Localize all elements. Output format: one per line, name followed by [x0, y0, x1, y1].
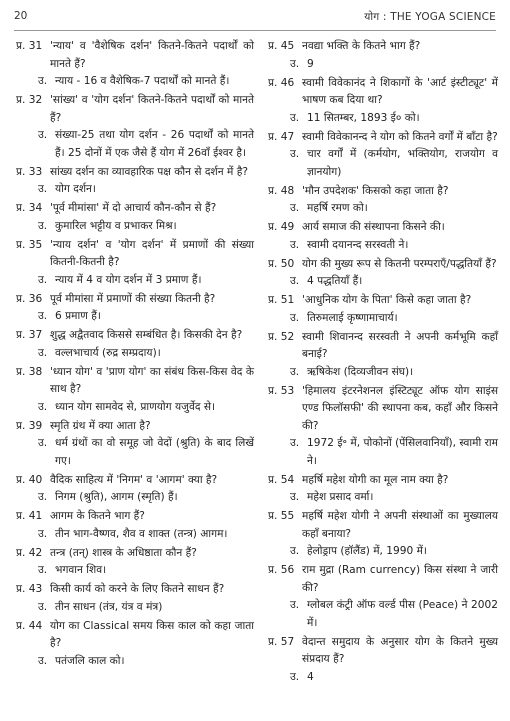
answer-label: उ.	[38, 183, 48, 195]
qa-item	[16, 545, 254, 580]
answer	[16, 399, 254, 417]
answer-text: चार वर्गों में (कर्मयोग, भक्तियोग, राजयोग व ज्ञानयोग)	[307, 148, 498, 178]
answer	[16, 599, 254, 617]
answer	[16, 345, 254, 363]
question	[268, 129, 498, 147]
answer-text: संख्या-25 तथा योग दर्शन - 26 पदार्थों को मानते हैं। 25 दोनों में एक जैसे हैं योग में 26वाँ ईश्वर है।	[55, 129, 254, 159]
qa-item	[268, 383, 498, 471]
qa-item	[16, 200, 254, 235]
answer-text: हेलोड्राप (हॉलैंड) में, 1990 में।	[307, 545, 427, 557]
answer-text: न्याय - 16 व वैशेषिक-7 पदार्थों को मानते हैं।	[55, 75, 230, 87]
question-text: 'न्याय' व 'वैशेषिक दर्शन' कितने-कितने पदार्थों को मानते हैं?	[50, 40, 254, 70]
question-text: स्वामी विवेकानंद ने शिकागों के 'आर्ट इंस्टीट्यूट' में भाषण कब दिया था?	[302, 76, 498, 106]
question-text: शुद्ध अद्वैतवाद किससे सम्बंधित है। किसकी देन है?	[50, 329, 243, 341]
qa-item	[268, 219, 498, 254]
question-text: स्मृति ग्रंथ में क्या आता है?	[50, 419, 151, 432]
question-number: प्र. 53	[268, 384, 295, 397]
answer-label: उ.	[290, 202, 300, 214]
question	[268, 38, 498, 56]
qa-item	[268, 634, 498, 687]
question-text: वेदान्त समुदाय के अनुसार योग के कितने मुख्य संप्रदाय हैं?	[302, 635, 498, 665]
qa-item	[16, 237, 254, 290]
question-text: सांख्य दर्शन का व्यावहारिक पक्ष कौन से दर्शन में है?	[50, 165, 248, 178]
question	[268, 183, 498, 201]
qa-item	[268, 129, 498, 182]
answer-label: उ.	[38, 400, 48, 413]
qa-item	[16, 618, 254, 671]
question-number: प्र. 50	[268, 257, 295, 270]
qa-item	[16, 508, 254, 543]
question	[268, 75, 498, 110]
answer-label: उ.	[290, 275, 300, 287]
question-text: स्वामी विवेकानन्द ने योग को कितने वर्गों में बाँटा है?	[302, 130, 498, 143]
answer	[268, 364, 498, 382]
answer-label: उ.	[290, 238, 300, 251]
answer	[268, 200, 498, 218]
question-text: राम मुद्रा (Ram currency) किस संस्था ने जारी की?	[302, 564, 498, 594]
answer	[16, 526, 254, 544]
answer	[16, 73, 254, 91]
answer-label: उ.	[290, 491, 300, 503]
answer-text: कुमारिल भट्टीय व प्रभाकर मिश्र।	[55, 219, 177, 232]
question-number: प्र. 48	[268, 184, 295, 197]
question-text: 'पूर्व मीमांसा' में दो आचार्य कौन-कौन से हैं?	[50, 202, 217, 214]
answer-label: उ.	[290, 311, 300, 324]
answer	[268, 110, 498, 128]
answer-text: वल्लभाचार्य (रुद्र सम्प्रदाय)।	[55, 346, 161, 359]
qa-item	[268, 472, 498, 507]
question-number: प्र. 44	[16, 619, 43, 632]
right-column	[268, 38, 498, 688]
question-number: प्र. 39	[16, 419, 43, 432]
question-number: प्र. 33	[16, 165, 43, 178]
question-number: प्र. 52	[268, 330, 295, 343]
answer-label: उ.	[290, 670, 300, 683]
answer-text: तीन साधन (तंत्र, यंत्र व मंत्र)	[55, 600, 163, 613]
answer-text: योग दर्शन।	[55, 183, 96, 195]
answer-text: 6 प्रमाण हैं।	[55, 310, 101, 322]
question-number: प्र. 42	[16, 546, 43, 559]
answer-text: तीन भाग-वैष्णव, शैव व शाक्त (तन्त्र) आगम।	[55, 527, 228, 540]
question	[268, 219, 498, 237]
answer-text: 11 सितम्बर, 1893 ई० को।	[307, 111, 420, 124]
question	[16, 164, 254, 182]
qa-item	[16, 418, 254, 471]
answer	[16, 562, 254, 580]
question-number: प्र. 36	[16, 292, 43, 305]
answer	[16, 181, 254, 199]
qa-item	[268, 508, 498, 561]
question-number: प्र. 37	[16, 329, 43, 341]
question-text: आगम के कितने भाग हैं?	[50, 510, 145, 522]
question-text: योग का Classical समय किस काल को कहा जाता है?	[50, 619, 254, 649]
answer	[16, 127, 254, 162]
qa-item	[268, 75, 498, 128]
answer-text: धर्म ग्रंथों का वो समूह जो वेदों (श्रुति) के बाद लिखें गए।	[55, 437, 254, 467]
question	[16, 291, 254, 309]
answer-text: स्वामी दयानन्द सरस्वती ने।	[307, 238, 409, 251]
answer	[16, 218, 254, 236]
answer-label: उ.	[38, 75, 48, 87]
answer	[16, 653, 254, 671]
answer-text: 9	[307, 57, 314, 70]
answer	[268, 669, 498, 687]
question-number: प्र. 49	[268, 221, 295, 233]
answer-label: उ.	[38, 491, 48, 503]
question-number: प्र. 47	[268, 130, 295, 143]
question-text: योग की मुख्य रूप से कितनी परम्पराएँ/पद्धतियाँ हैं?	[302, 257, 497, 270]
qa-item	[16, 472, 254, 507]
qa-item	[268, 183, 498, 218]
question-number: प्र. 31	[16, 40, 43, 52]
question	[16, 237, 254, 272]
answer-text: महेश प्रसाद वर्मा।	[307, 491, 374, 503]
answer	[268, 237, 498, 255]
answer	[268, 56, 498, 74]
question	[16, 200, 254, 218]
qa-item	[16, 92, 254, 162]
question-number: प्र. 32	[16, 94, 43, 106]
question-text: 'मौन उपदेशक' किसको कहा जाता है?	[302, 184, 449, 197]
question	[16, 364, 254, 399]
answer-text: 1972 ई॰ में, पोकोनों (पेंसिलवानियाँ), स्वामी राम ने।	[307, 437, 498, 467]
answer-label: उ.	[38, 129, 48, 141]
question-number: प्र. 38	[16, 365, 43, 378]
qa-item	[16, 291, 254, 326]
answer-label: उ.	[290, 599, 300, 611]
answer-text: महर्षि रमण को।	[307, 202, 368, 214]
question	[16, 38, 254, 73]
qa-item	[16, 164, 254, 199]
answer-text: 4 पद्धतियाँ हैं।	[307, 275, 363, 287]
answer	[268, 435, 498, 470]
qa-item	[268, 562, 498, 632]
answer-text: भगवान शिव।	[55, 564, 107, 576]
answer-label: उ.	[38, 346, 48, 359]
question	[16, 545, 254, 563]
question	[16, 508, 254, 526]
question	[268, 562, 498, 597]
question	[268, 472, 498, 490]
answer-label: उ.	[38, 600, 48, 613]
question-text: महर्षि महेश योगी का मूल नाम क्या है?	[302, 473, 449, 486]
question	[16, 418, 254, 436]
answer-text: न्याय में 4 व योग दर्शन में 3 प्रमाण हैं।	[55, 273, 202, 286]
answer-label: उ.	[38, 273, 48, 286]
qa-item	[16, 38, 254, 91]
question	[16, 92, 254, 127]
qa-item	[268, 256, 498, 291]
running-title: योग : THE YOGA SCIENCE	[364, 11, 496, 23]
answer	[268, 597, 498, 632]
question	[16, 472, 254, 490]
answer-text: ग्लोबल कंट्री ऑफ वर्ल्ड पीस (Peace) ने 2002 में।	[307, 599, 498, 629]
question	[268, 329, 498, 364]
question	[16, 618, 254, 653]
question-text: तन्त्र (तन्) शास्त्र के अधिष्ठाता कौन हैं?	[50, 546, 197, 559]
question	[268, 383, 498, 436]
answer-label: उ.	[290, 57, 300, 70]
question-number: प्र. 46	[268, 76, 295, 89]
answer	[268, 489, 498, 507]
question	[268, 292, 498, 310]
question-number: प्र. 57	[268, 635, 295, 648]
answer-text: ध्यान योग सामवेद से, प्राणयोग यजुर्वेद से।	[55, 400, 216, 413]
answer	[268, 273, 498, 291]
question-text: 'आधुनिक योग के पिता' किसे कहा जाता है?	[302, 294, 472, 306]
answer-label: उ.	[290, 545, 300, 557]
answer	[16, 489, 254, 507]
answer-label: उ.	[38, 437, 48, 449]
question-number: प्र. 40	[16, 473, 43, 486]
qa-item	[16, 327, 254, 362]
question-text: वैदिक साहित्य में 'निगम' व 'आगम' क्या है?	[50, 473, 218, 486]
answer-label: उ.	[38, 654, 48, 667]
page-header	[0, 0, 510, 28]
question-number: प्र. 56	[268, 564, 295, 576]
answer-text: 4	[307, 670, 314, 683]
answer	[268, 543, 498, 561]
header-rule	[14, 30, 496, 31]
answer-label: उ.	[290, 437, 300, 449]
answer	[268, 146, 498, 181]
answer	[16, 308, 254, 326]
answer-label: उ.	[290, 365, 300, 378]
question	[16, 327, 254, 345]
answer-text: पतंजलि काल को।	[55, 654, 125, 667]
answer	[16, 272, 254, 290]
question-number: प्र. 34	[16, 202, 43, 214]
question	[268, 508, 498, 543]
question-number: प्र. 51	[268, 294, 295, 306]
answer-label: उ.	[290, 148, 300, 160]
answer-label: उ.	[38, 219, 48, 232]
qa-item	[268, 38, 498, 73]
answer-label: उ.	[38, 527, 48, 540]
question-text: 'हिमालय इंटरनेशनल इंस्टिट्यूट ऑफ योग साइंस एण्ड फिलॉसफी' की स्थापना कब, कहाँ और किसने की?	[302, 384, 498, 432]
question-text: पूर्व मीमांसा में प्रमाणों की संख्या कितनी है?	[50, 292, 216, 305]
question-number: प्र. 55	[268, 510, 295, 522]
qa-item	[268, 292, 498, 327]
question-text: महर्षि महेश योगी ने अपनी संस्थाओं का मुख्यालय कहाँ बनाया?	[302, 510, 498, 540]
left-column	[16, 38, 254, 672]
answer-label: उ.	[290, 111, 300, 124]
answer	[16, 435, 254, 470]
answer-text: तिरुमलाई कृष्णामाचार्य।	[307, 311, 398, 324]
question-text: किसी कार्य को करने के लिए कितने साधन हैं?	[50, 583, 225, 595]
question-number: प्र. 54	[268, 473, 295, 486]
question	[16, 581, 254, 599]
question-number: प्र. 45	[268, 40, 295, 52]
question-number: प्र. 43	[16, 583, 43, 595]
question-text: स्वामी शिवानन्द सरस्वती ने अपनी कर्मभूमि कहाँ बनाई?	[302, 330, 498, 360]
page-number: 20	[14, 10, 28, 22]
qa-item	[16, 581, 254, 616]
answer-label: उ.	[38, 310, 48, 322]
question-text: 'ध्यान योग' व 'प्राण योग' का संबंध किस-किस वेद के साथ है?	[50, 365, 254, 395]
question-number: प्र. 35	[16, 238, 43, 251]
question-text: आर्य समाज की संस्थापना किसने की।	[302, 221, 445, 233]
question-text: 'न्याय दर्शन' व 'योग दर्शन' में प्रमाणों की संख्या कितनी-कितनी है?	[50, 238, 254, 268]
qa-item	[268, 329, 498, 382]
question-text: नवद्या भक्ति के कितने भाग हैं?	[302, 40, 421, 52]
answer-text: निगम (श्रुति), आगम (स्मृति) हैं।	[55, 491, 178, 503]
question	[268, 634, 498, 669]
qa-item	[16, 364, 254, 417]
answer-text: ऋषिकेश (दिव्यजीवन संघ)।	[307, 365, 414, 378]
question-text: 'सांख्य' व 'योग दर्शन' कितने-कितने पदार्थों को मानते हैं?	[50, 94, 254, 124]
answer-label: उ.	[38, 564, 48, 576]
answer	[268, 310, 498, 328]
question-number: प्र. 41	[16, 510, 43, 522]
question	[268, 256, 498, 274]
